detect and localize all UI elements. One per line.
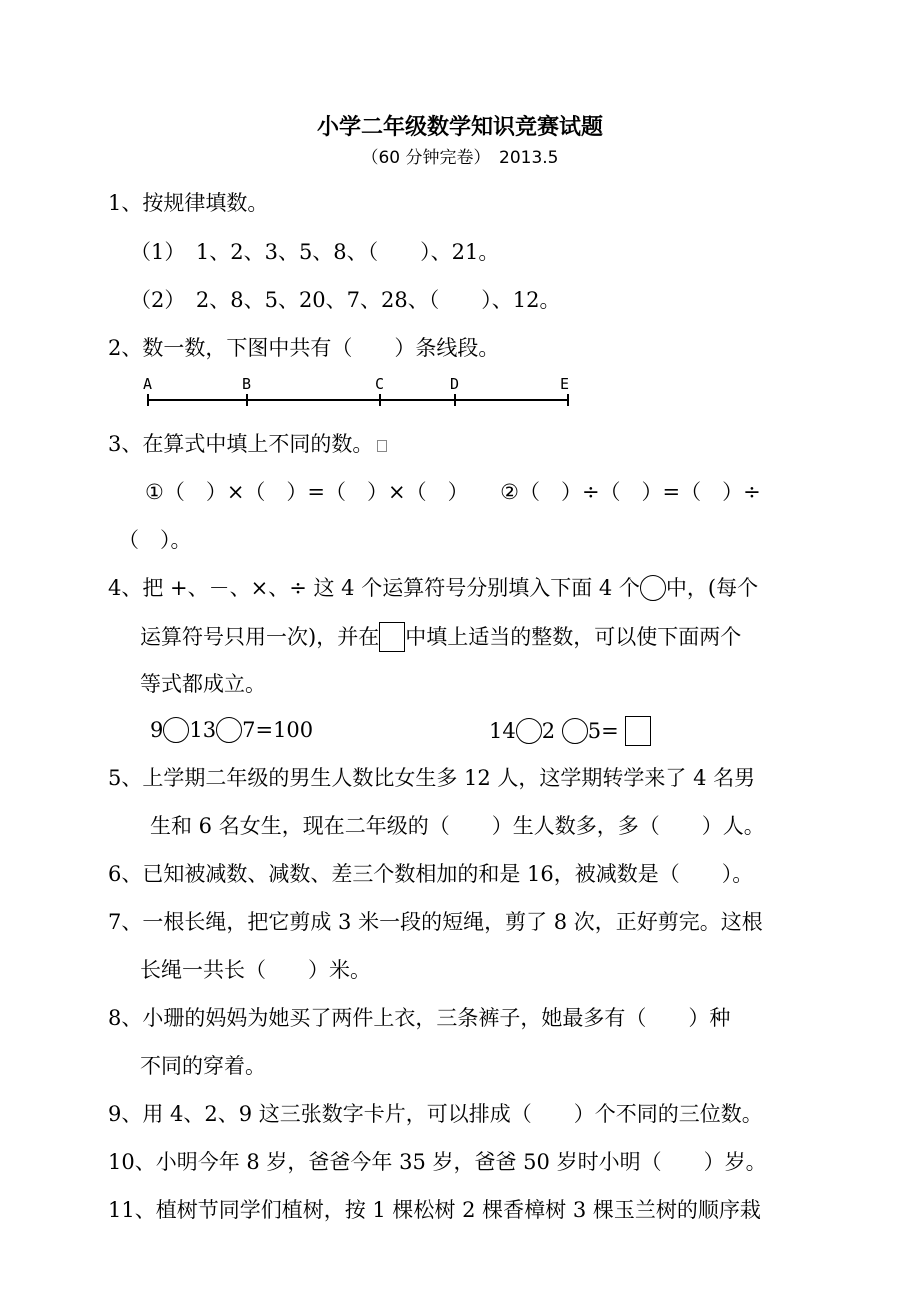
q4-equation-1 xyxy=(150,716,313,744)
circle-blank-icon xyxy=(640,575,666,601)
q4-line2-text-a: 运算符号只用一次)，并在 xyxy=(140,625,380,649)
q10-line1: 10、小明今年 8 岁，爸爸今年 35 岁，爸爸 50 岁时小明（ ）岁。 xyxy=(108,1150,767,1174)
q6-line1: 6、已知被减数、减数、差三个数相加的和是 16，被减数是（ ）。 xyxy=(108,862,754,886)
q2-stem: 2、数一数，下图中共有（ ）条线段。 xyxy=(108,336,500,360)
line-segment-figure xyxy=(140,374,580,408)
point-label-e: E xyxy=(560,375,570,393)
q4-line2 xyxy=(140,622,741,652)
q4-line2-text-b: 中填上适当的整数，可以使下面两个 xyxy=(405,625,742,649)
q4-line1-text-a: 4、把 +、－、×、÷ 这 4 个运算符号分别填入下面 4 个 xyxy=(108,576,640,600)
q5-line1: 5、上学期二年级的男生人数比女生多 12 人，这学期转学来了 4 名男 xyxy=(108,766,756,790)
eq2-c: 5= xyxy=(587,719,619,743)
q3-line1: ①（ ）×（ ）=（ ）×（ ） ②（ ）÷（ ）=（ ）÷ xyxy=(145,480,761,504)
q1-stem: 1、按规律填数。 xyxy=(108,191,269,215)
q3-stem-row xyxy=(108,430,387,458)
square-blank-icon xyxy=(625,716,651,746)
q3-stem: 3、在算式中填上不同的数。 xyxy=(108,432,374,456)
page-subtitle: （60 分钟完卷） 2013.5 xyxy=(361,148,559,168)
q8-line1: 8、小珊的妈妈为她买了两件上衣，三条裤子，她最多有（ ）种 xyxy=(108,1006,731,1030)
q1-part1: （1） 1、2、3、5、8、（ ）、21。 xyxy=(130,240,500,264)
q4-equation-2 xyxy=(489,716,651,746)
eq1-c: 7=100 xyxy=(242,718,314,742)
q4-line1 xyxy=(108,574,758,602)
q4-line1-text-b: 中，(每个 xyxy=(665,576,759,600)
page-title: 小学二年级数学知识竞赛试题 xyxy=(316,114,603,140)
circle-blank-icon xyxy=(163,717,189,743)
point-label-c: C xyxy=(375,375,385,393)
q8-line2: 不同的穿着。 xyxy=(140,1054,266,1078)
q4-line3: 等式都成立。 xyxy=(140,672,266,696)
q7-line1: 7、一根长绳，把它剪成 3 米一段的短绳，剪了 8 次，正好剪完。这根 xyxy=(108,910,763,934)
q3-line2: （ ）。 xyxy=(118,528,192,552)
circle-blank-icon xyxy=(216,717,242,743)
q7-line2: 长绳一共长（ ）米。 xyxy=(140,958,371,982)
small-box-icon xyxy=(377,440,387,452)
eq2-a: 14 xyxy=(489,719,516,743)
q1-part2: （2） 2、8、5、20、7、28、（ ）、12。 xyxy=(130,288,561,312)
point-label-a: A xyxy=(143,375,153,393)
q11-line1: 11、植树节同学们植树，按 1 棵松树 2 棵香樟树 3 棵玉兰树的顺序栽 xyxy=(108,1198,761,1222)
circle-blank-icon xyxy=(516,718,542,744)
q9-line1: 9、用 4、2、9 这三张数字卡片，可以排成（ ）个不同的三位数。 xyxy=(108,1102,763,1126)
eq1-a: 9 xyxy=(150,718,164,742)
point-label-b: B xyxy=(242,375,252,393)
point-label-d: D xyxy=(450,375,460,393)
square-blank-icon xyxy=(379,622,405,652)
eq2-b: 2 xyxy=(541,719,556,743)
eq1-b: 13 xyxy=(189,718,217,742)
q5-line2: 生和 6 名女生，现在二年级的（ ）生人数多，多（ ）人。 xyxy=(150,814,765,838)
circle-blank-icon xyxy=(562,718,588,744)
